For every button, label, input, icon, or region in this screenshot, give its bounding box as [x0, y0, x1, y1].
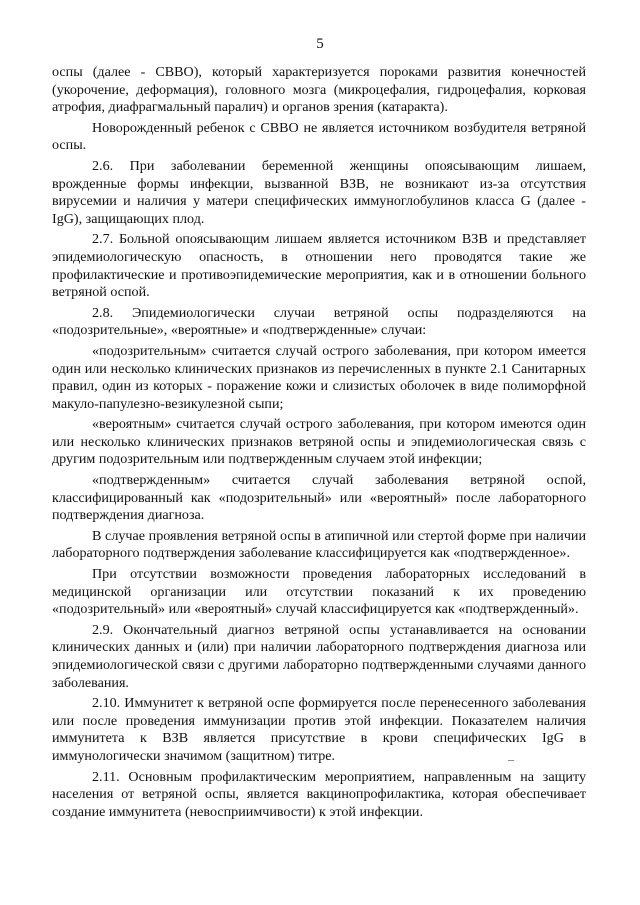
paragraph: 2.11. Основным профилактическим мероприятием, направленным на защиту населения от ветряной оспы, является вакцинопрофилактика, которая обеспечивает создание иммунитета (невосприимчивости) к этой инфекции. [52, 768, 586, 820]
page-number: 5 [316, 36, 324, 52]
paragraph: «подтвержденным» считается случай заболевания ветряной оспой, классифицированный как «подозрительный» или «вероятный» после лабораторного подтверждения диагноза. [52, 472, 586, 524]
paragraph: 2.8. Эпидемиологически случаи ветряной оспы подразделяются на «подозрительные», «вероятные» и «подтвержденные» случаи: [52, 304, 586, 339]
paragraph: «вероятным» считается случай острого заболевания, при котором имеются один или несколько клинических признаков ветряной оспы и эпидемиологическая связь с другим подозрительным или подтвержденным случаем этой инфекции; [52, 416, 586, 468]
scan-mark: _ [508, 748, 514, 762]
paragraph: «подозрительным» считается случай острого заболевания, при котором имеется один или несколько клинических признаков из перечисленных в пункте 2.1 Санитарных правил, один из которых - поражение кожи и слизистых оболочек в виде полиморфной макуло-папулезно-везикулезной сыпи; [52, 342, 586, 412]
paragraph: 2.7. Больной опоясывающим лишаем является источником ВЗВ и представляет эпидемиологическую опасность, в отношении него проводятся такие же профилактические и противоэпидемические мероприятия, как и в отношении больного ветряной оспой. [52, 231, 586, 301]
paragraph: В случае проявления ветряной оспы в атипичной или стертой форме при наличии лабораторного подтверждения заболевание классифицируется как «подтвержденное». [52, 527, 586, 562]
paragraph: 2.9. Окончательный диагноз ветряной оспы устанавливается на основании клинических данных и (или) при наличии лабораторного подтверждения диагноза или эпидемиологической связи с другими лабораторно подтвержденными случаями данного заболевания. [52, 621, 586, 691]
paragraph: оспы (далее - СВВО), который характеризуется пороками развития конечностей (укорочение, деформация), головного мозга (микроцефалия, гидроцефалия, корковая атрофия, диафрагмальный паралич) и органов зрения (катаракта). [52, 64, 586, 116]
paragraph: 2.10. Иммунитет к ветряной оспе формируется после перенесенного заболевания или после проведения иммунизации против этой инфекции. Показателем наличия иммунитета к ВЗВ является присутствие в крови специфических IgG в иммунологически значимом (защитном) титре. [52, 695, 586, 764]
paragraph: 2.6. При заболевании беременной женщины опоясывающим лишаем, врожденные формы инфекции, вызванной ВЗВ, не возникают из-за отсутствия вирусемии и наличия у матери специфических иммуноглобулинов класса G (далее - IgG), защищающих плод. [52, 157, 586, 227]
paragraph: При отсутствии возможности проведения лабораторных исследований в медицинской организации или отсутствии показаний к их проведению «подозрительный» или «вероятный» случай классифицируется как «подтвержденный». [52, 566, 586, 618]
document-body [52, 64, 586, 824]
paragraph: Новорожденный ребенок с СВВО не является источником возбудителя ветряной оспы. [52, 119, 586, 154]
